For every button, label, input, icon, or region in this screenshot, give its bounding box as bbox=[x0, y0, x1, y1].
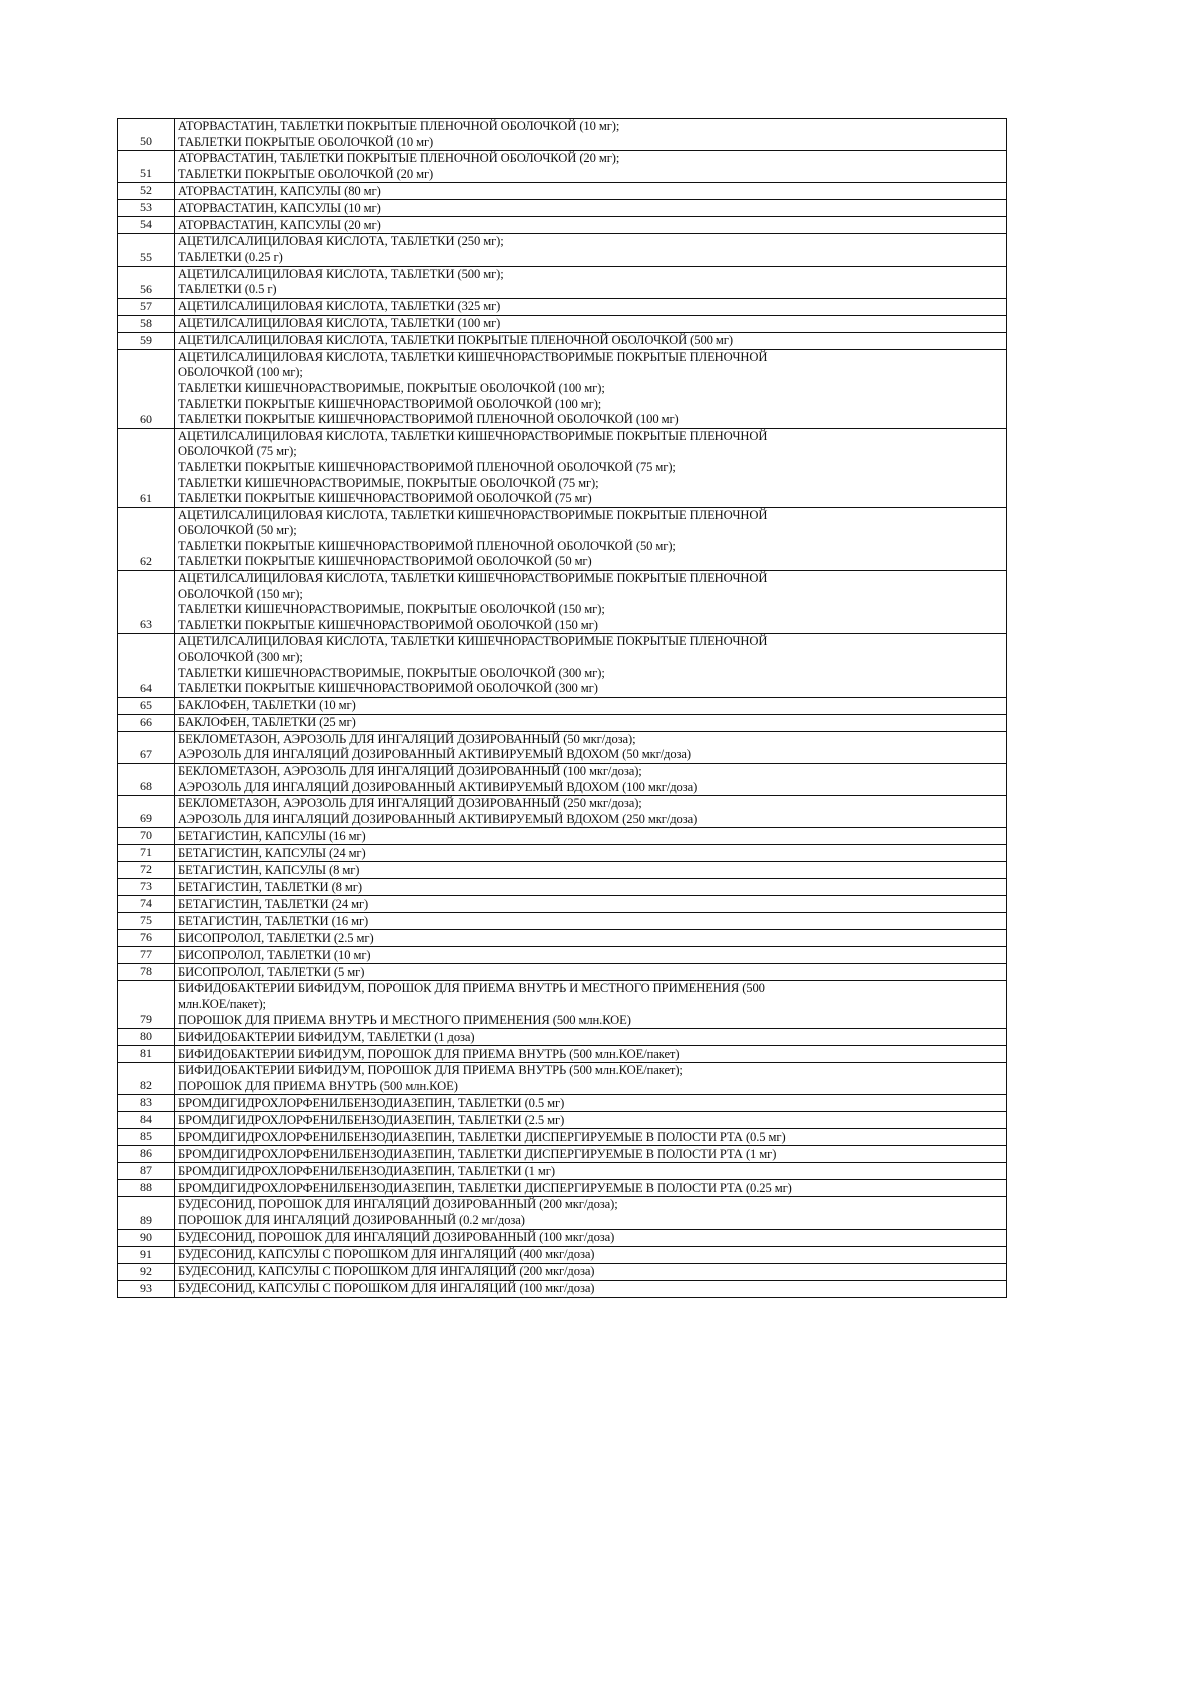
table-row bbox=[118, 571, 1007, 634]
table-row bbox=[118, 714, 1007, 731]
description-line: БРОМДИГИДРОХЛОРФЕНИЛБЕНЗОДИАЗЕПИН, ТАБЛЕТКИ ДИСПЕРГИРУЕМЫЕ В ПОЛОСТИ РТА (0.5 мг) bbox=[178, 1129, 786, 1144]
row-number: 55 bbox=[118, 234, 175, 266]
row-number: 86 bbox=[118, 1146, 175, 1163]
row-description bbox=[175, 298, 1007, 315]
table-row bbox=[118, 1229, 1007, 1246]
description-line: БАКЛОФЕН, ТАБЛЕТКИ (10 мг) bbox=[178, 698, 356, 713]
row-number: 52 bbox=[118, 183, 175, 200]
row-number: 64 bbox=[118, 634, 175, 697]
row-number: 67 bbox=[118, 731, 175, 763]
description-line: БЕТАГИСТИН, ТАБЛЕТКИ (16 мг) bbox=[178, 913, 369, 928]
description-line: ТАБЛЕТКИ ПОКРЫТЫЕ КИШЕЧНОРАСТВОРИМОЙ ОБОЛОЧКОЙ (75 мг) bbox=[178, 491, 592, 506]
row-number: 72 bbox=[118, 862, 175, 879]
table-row bbox=[118, 981, 1007, 1029]
row-description bbox=[175, 896, 1007, 913]
table-row bbox=[118, 1063, 1007, 1095]
description-line: ТАБЛЕТКИ КИШЕЧНОРАСТВОРИМЫЕ, ПОКРЫТЫЕ ОБОЛОЧКОЙ (150 мг); bbox=[178, 602, 605, 617]
description-line: БЕТАГИСТИН, КАПСУЛЫ (16 мг) bbox=[178, 828, 366, 843]
table-row bbox=[118, 349, 1007, 428]
row-description bbox=[175, 1095, 1007, 1112]
table-row bbox=[118, 217, 1007, 234]
row-number: 83 bbox=[118, 1095, 175, 1112]
row-number: 84 bbox=[118, 1112, 175, 1129]
row-number: 89 bbox=[118, 1197, 175, 1229]
description-line: БРОМДИГИДРОХЛОРФЕНИЛБЕНЗОДИАЗЕПИН, ТАБЛЕТКИ ДИСПЕРГИРУЕМЫЕ В ПОЛОСТИ РТА (0.25 мг) bbox=[178, 1180, 792, 1195]
table-row bbox=[118, 1246, 1007, 1263]
row-number: 73 bbox=[118, 879, 175, 896]
row-number: 69 bbox=[118, 796, 175, 828]
row-number: 85 bbox=[118, 1129, 175, 1146]
row-number: 61 bbox=[118, 428, 175, 507]
row-description bbox=[175, 964, 1007, 981]
description-line: ТАБЛЕТКИ ПОКРЫТЫЕ КИШЕЧНОРАСТВОРИМОЙ ПЛЕНОЧНОЙ ОБОЛОЧКОЙ (50 мг); bbox=[178, 538, 676, 553]
row-description bbox=[175, 1129, 1007, 1146]
row-number: 90 bbox=[118, 1229, 175, 1246]
table-row bbox=[118, 697, 1007, 714]
description-line: БУДЕСОНИД, КАПСУЛЫ С ПОРОШКОМ ДЛЯ ИНГАЛЯЦИЙ (200 мкг/доза) bbox=[178, 1263, 595, 1278]
row-description bbox=[175, 1246, 1007, 1263]
row-number: 77 bbox=[118, 947, 175, 964]
table-row bbox=[118, 1180, 1007, 1197]
row-number: 53 bbox=[118, 200, 175, 217]
description-line: АЦЕТИЛСАЛИЦИЛОВАЯ КИСЛОТА, ТАБЛЕТКИ ПОКРЫТЫЕ ПЛЕНОЧНОЙ ОБОЛОЧКОЙ (500 мг) bbox=[178, 333, 733, 348]
description-line: ТАБЛЕТКИ КИШЕЧНОРАСТВОРИМЫЕ, ПОКРЫТЫЕ ОБОЛОЧКОЙ (75 мг); bbox=[178, 475, 599, 490]
table-row bbox=[118, 200, 1007, 217]
description-line: ТАБЛЕТКИ ПОКРЫТЫЕ КИШЕЧНОРАСТВОРИМОЙ ОБОЛОЧКОЙ (100 мг); bbox=[178, 396, 602, 411]
row-description bbox=[175, 1046, 1007, 1063]
description-line: ОБОЛОЧКОЙ (150 мг); bbox=[178, 586, 303, 601]
description-line: АЦЕТИЛСАЛИЦИЛОВАЯ КИСЛОТА, ТАБЛЕТКИ КИШЕЧНОРАСТВОРИМЫЕ ПОКРЫТЫЕ ПЛЕНОЧНОЙ bbox=[178, 634, 768, 649]
row-description bbox=[175, 731, 1007, 763]
row-description bbox=[175, 1063, 1007, 1095]
row-description bbox=[175, 119, 1007, 151]
row-description bbox=[175, 1280, 1007, 1297]
row-number: 81 bbox=[118, 1046, 175, 1063]
row-number: 75 bbox=[118, 913, 175, 930]
description-line: БИФИДОБАКТЕРИИ БИФИДУМ, ПОРОШОК ДЛЯ ПРИЕМА ВНУТРЬ И МЕСТНОГО ПРИМЕНЕНИЯ (500 bbox=[178, 981, 765, 996]
row-number: 79 bbox=[118, 981, 175, 1029]
description-line: БРОМДИГИДРОХЛОРФЕНИЛБЕНЗОДИАЗЕПИН, ТАБЛЕТКИ (2.5 мг) bbox=[178, 1112, 565, 1127]
description-line: млн.КОЕ/пакет); bbox=[178, 996, 266, 1011]
row-description bbox=[175, 571, 1007, 634]
row-description bbox=[175, 200, 1007, 217]
row-description bbox=[175, 714, 1007, 731]
row-number: 68 bbox=[118, 764, 175, 796]
table-row bbox=[118, 896, 1007, 913]
description-line: БИФИДОБАКТЕРИИ БИФИДУМ, ПОРОШОК ДЛЯ ПРИЕМА ВНУТРЬ (500 млн.КОЕ/пакет); bbox=[178, 1063, 683, 1078]
row-number: 65 bbox=[118, 697, 175, 714]
description-line: БИСОПРОЛОЛ, ТАБЛЕТКИ (5 мг) bbox=[178, 964, 365, 979]
description-line: БУДЕСОНИД, КАПСУЛЫ С ПОРОШКОМ ДЛЯ ИНГАЛЯЦИЙ (400 мкг/доза) bbox=[178, 1246, 595, 1261]
description-line: ТАБЛЕТКИ (0.25 г) bbox=[178, 249, 283, 264]
description-line: АТОРВАСТАТИН, КАПСУЛЫ (20 мг) bbox=[178, 217, 381, 232]
row-number: 88 bbox=[118, 1180, 175, 1197]
table-row bbox=[118, 1112, 1007, 1129]
description-line: АЭРОЗОЛЬ ДЛЯ ИНГАЛЯЦИЙ ДОЗИРОВАННЫЙ АКТИВИРУЕМЫЙ ВДОХОМ (100 мкг/доза) bbox=[178, 779, 698, 794]
table-row bbox=[118, 947, 1007, 964]
table-row bbox=[118, 964, 1007, 981]
description-line: БИСОПРОЛОЛ, ТАБЛЕТКИ (2.5 мг) bbox=[178, 930, 374, 945]
description-line: ОБОЛОЧКОЙ (50 мг); bbox=[178, 523, 297, 538]
row-number: 51 bbox=[118, 151, 175, 183]
description-line: АТОРВАСТАТИН, ТАБЛЕТКИ ПОКРЫТЫЕ ПЛЕНОЧНОЙ ОБОЛОЧКОЙ (10 мг); bbox=[178, 119, 620, 133]
description-line: БУДЕСОНИД, КАПСУЛЫ С ПОРОШКОМ ДЛЯ ИНГАЛЯЦИЙ (100 мкг/доза) bbox=[178, 1280, 595, 1295]
row-description bbox=[175, 862, 1007, 879]
description-line: АЦЕТИЛСАЛИЦИЛОВАЯ КИСЛОТА, ТАБЛЕТКИ КИШЕЧНОРАСТВОРИМЫЕ ПОКРЫТЫЕ ПЛЕНОЧНОЙ bbox=[178, 349, 768, 364]
table-row bbox=[118, 1280, 1007, 1297]
description-line: АЦЕТИЛСАЛИЦИЛОВАЯ КИСЛОТА, ТАБЛЕТКИ (325 мг) bbox=[178, 299, 501, 314]
table-row bbox=[118, 1029, 1007, 1046]
row-description bbox=[175, 845, 1007, 862]
description-line: БЕКЛОМЕТАЗОН, АЭРОЗОЛЬ ДЛЯ ИНГАЛЯЦИЙ ДОЗИРОВАННЫЙ (100 мкг/доза); bbox=[178, 764, 642, 778]
table-row bbox=[118, 828, 1007, 845]
description-line: ТАБЛЕТКИ ПОКРЫТЫЕ КИШЕЧНОРАСТВОРИМОЙ ОБОЛОЧКОЙ (50 мг) bbox=[178, 554, 592, 569]
table-row bbox=[118, 428, 1007, 507]
description-line: ТАБЛЕТКИ (0.5 г) bbox=[178, 282, 277, 297]
table-row bbox=[118, 764, 1007, 796]
table-row bbox=[118, 1146, 1007, 1163]
description-line: БУДЕСОНИД, ПОРОШОК ДЛЯ ИНГАЛЯЦИЙ ДОЗИРОВАННЫЙ (200 мкг/доза); bbox=[178, 1197, 618, 1212]
description-line: АЦЕТИЛСАЛИЦИЛОВАЯ КИСЛОТА, ТАБЛЕТКИ КИШЕЧНОРАСТВОРИМЫЕ ПОКРЫТЫЕ ПЛЕНОЧНОЙ bbox=[178, 428, 768, 443]
medication-table bbox=[117, 118, 1007, 1298]
table-body bbox=[118, 119, 1007, 1298]
description-line: АТОРВАСТАТИН, КАПСУЛЫ (80 мг) bbox=[178, 183, 381, 198]
row-number: 82 bbox=[118, 1063, 175, 1095]
description-line: АТОРВАСТАТИН, ТАБЛЕТКИ ПОКРЫТЫЕ ПЛЕНОЧНОЙ ОБОЛОЧКОЙ (20 мг); bbox=[178, 151, 620, 166]
description-line: АЦЕТИЛСАЛИЦИЛОВАЯ КИСЛОТА, ТАБЛЕТКИ (250 мг); bbox=[178, 234, 504, 249]
row-number: 71 bbox=[118, 845, 175, 862]
description-line: БЕКЛОМЕТАЗОН, АЭРОЗОЛЬ ДЛЯ ИНГАЛЯЦИЙ ДОЗИРОВАННЫЙ (250 мкг/доза); bbox=[178, 796, 642, 811]
row-description bbox=[175, 796, 1007, 828]
row-description bbox=[175, 183, 1007, 200]
row-number: 92 bbox=[118, 1263, 175, 1280]
row-number: 93 bbox=[118, 1280, 175, 1297]
description-line: ПОРОШОК ДЛЯ ПРИЕМА ВНУТРЬ (500 млн.КОЕ) bbox=[178, 1078, 458, 1093]
row-description bbox=[175, 1163, 1007, 1180]
description-line: ОБОЛОЧКОЙ (75 мг); bbox=[178, 444, 297, 459]
row-number: 80 bbox=[118, 1029, 175, 1046]
row-description bbox=[175, 981, 1007, 1029]
row-description bbox=[175, 930, 1007, 947]
row-description bbox=[175, 151, 1007, 183]
description-line: ТАБЛЕТКИ ПОКРЫТЫЕ КИШЕЧНОРАСТВОРИМОЙ ПЛЕНОЧНОЙ ОБОЛОЧКОЙ (75 мг); bbox=[178, 459, 676, 474]
description-line: АЭРОЗОЛЬ ДЛЯ ИНГАЛЯЦИЙ ДОЗИРОВАННЫЙ АКТИВИРУЕМЫЙ ВДОХОМ (250 мкг/доза) bbox=[178, 811, 698, 826]
description-line: БЕТАГИСТИН, КАПСУЛЫ (24 мг) bbox=[178, 845, 366, 860]
row-number: 54 bbox=[118, 217, 175, 234]
table-row bbox=[118, 507, 1007, 570]
table-row bbox=[118, 862, 1007, 879]
row-description bbox=[175, 1180, 1007, 1197]
description-line: АЦЕТИЛСАЛИЦИЛОВАЯ КИСЛОТА, ТАБЛЕТКИ КИШЕЧНОРАСТВОРИМЫЕ ПОКРЫТЫЕ ПЛЕНОЧНОЙ bbox=[178, 507, 768, 522]
description-line: ТАБЛЕТКИ ПОКРЫТЫЕ ОБОЛОЧКОЙ (10 мг) bbox=[178, 134, 434, 149]
row-number: 87 bbox=[118, 1163, 175, 1180]
description-line: ТАБЛЕТКИ ПОКРЫТЫЕ КИШЕЧНОРАСТВОРИМОЙ ПЛЕНОЧНОЙ ОБОЛОЧКОЙ (100 мг) bbox=[178, 412, 679, 427]
description-line: БРОМДИГИДРОХЛОРФЕНИЛБЕНЗОДИАЗЕПИН, ТАБЛЕТКИ ДИСПЕРГИРУЕМЫЕ В ПОЛОСТИ РТА (1 мг) bbox=[178, 1146, 777, 1161]
table-row bbox=[118, 266, 1007, 298]
row-description bbox=[175, 1229, 1007, 1246]
description-line: ПОРОШОК ДЛЯ ИНГАЛЯЦИЙ ДОЗИРОВАННЫЙ (0.2 мг/доза) bbox=[178, 1212, 525, 1227]
row-description bbox=[175, 913, 1007, 930]
row-description bbox=[175, 507, 1007, 570]
row-number: 70 bbox=[118, 828, 175, 845]
row-description bbox=[175, 1197, 1007, 1229]
description-line: БЕТАГИСТИН, КАПСУЛЫ (8 мг) bbox=[178, 862, 360, 877]
table-row bbox=[118, 234, 1007, 266]
row-number: 78 bbox=[118, 964, 175, 981]
table-row bbox=[118, 731, 1007, 763]
description-line: БЕТАГИСТИН, ТАБЛЕТКИ (8 мг) bbox=[178, 879, 362, 894]
description-line: АЭРОЗОЛЬ ДЛЯ ИНГАЛЯЦИЙ ДОЗИРОВАННЫЙ АКТИВИРУЕМЫЙ ВДОХОМ (50 мкг/доза) bbox=[178, 747, 692, 762]
table-row bbox=[118, 332, 1007, 349]
description-line: АТОРВАСТАТИН, КАПСУЛЫ (10 мг) bbox=[178, 200, 381, 215]
description-line: БИСОПРОЛОЛ, ТАБЛЕТКИ (10 мг) bbox=[178, 947, 371, 962]
table-row bbox=[118, 1197, 1007, 1229]
description-line: БУДЕСОНИД, ПОРОШОК ДЛЯ ИНГАЛЯЦИЙ ДОЗИРОВАННЫЙ (100 мкг/доза) bbox=[178, 1229, 615, 1244]
table-row bbox=[118, 879, 1007, 896]
description-line: ОБОЛОЧКОЙ (100 мг); bbox=[178, 365, 303, 380]
table-row bbox=[118, 1263, 1007, 1280]
row-description bbox=[175, 634, 1007, 697]
row-description bbox=[175, 428, 1007, 507]
table-row bbox=[118, 298, 1007, 315]
row-description bbox=[175, 1263, 1007, 1280]
table-row bbox=[118, 845, 1007, 862]
table-row bbox=[118, 913, 1007, 930]
description-line: БАКЛОФЕН, ТАБЛЕТКИ (25 мг) bbox=[178, 715, 356, 730]
row-description bbox=[175, 1146, 1007, 1163]
row-number: 58 bbox=[118, 315, 175, 332]
description-line: БРОМДИГИДРОХЛОРФЕНИЛБЕНЗОДИАЗЕПИН, ТАБЛЕТКИ (1 мг) bbox=[178, 1163, 555, 1178]
row-number: 66 bbox=[118, 714, 175, 731]
row-number: 74 bbox=[118, 896, 175, 913]
description-line: ТАБЛЕТКИ КИШЕЧНОРАСТВОРИМЫЕ, ПОКРЫТЫЕ ОБОЛОЧКОЙ (100 мг); bbox=[178, 380, 605, 395]
description-line: ОБОЛОЧКОЙ (300 мг); bbox=[178, 650, 303, 665]
table-row bbox=[118, 183, 1007, 200]
table-row bbox=[118, 634, 1007, 697]
description-line: БРОМДИГИДРОХЛОРФЕНИЛБЕНЗОДИАЗЕПИН, ТАБЛЕТКИ (0.5 мг) bbox=[178, 1095, 565, 1110]
table-row bbox=[118, 119, 1007, 151]
row-description bbox=[175, 697, 1007, 714]
description-line: БЕТАГИСТИН, ТАБЛЕТКИ (24 мг) bbox=[178, 896, 369, 911]
table-row bbox=[118, 1163, 1007, 1180]
table-row bbox=[118, 930, 1007, 947]
row-number: 60 bbox=[118, 349, 175, 428]
row-description bbox=[175, 1029, 1007, 1046]
row-number: 50 bbox=[118, 119, 175, 151]
row-description bbox=[175, 1112, 1007, 1129]
description-line: АЦЕТИЛСАЛИЦИЛОВАЯ КИСЛОТА, ТАБЛЕТКИ КИШЕЧНОРАСТВОРИМЫЕ ПОКРЫТЫЕ ПЛЕНОЧНОЙ bbox=[178, 571, 768, 586]
row-number: 59 bbox=[118, 332, 175, 349]
description-line: ТАБЛЕТКИ КИШЕЧНОРАСТВОРИМЫЕ, ПОКРЫТЫЕ ОБОЛОЧКОЙ (300 мг); bbox=[178, 665, 605, 680]
description-line: БИФИДОБАКТЕРИИ БИФИДУМ, ТАБЛЕТКИ (1 доза) bbox=[178, 1029, 475, 1044]
row-description bbox=[175, 315, 1007, 332]
description-line: ПОРОШОК ДЛЯ ПРИЕМА ВНУТРЬ И МЕСТНОГО ПРИМЕНЕНИЯ (500 млн.КОЕ) bbox=[178, 1012, 631, 1027]
description-line: АЦЕТИЛСАЛИЦИЛОВАЯ КИСЛОТА, ТАБЛЕТКИ (500 мг); bbox=[178, 266, 504, 281]
document-page bbox=[117, 118, 1006, 1298]
row-number: 63 bbox=[118, 571, 175, 634]
row-description bbox=[175, 217, 1007, 234]
table-row bbox=[118, 151, 1007, 183]
row-description bbox=[175, 828, 1007, 845]
row-description bbox=[175, 349, 1007, 428]
row-description bbox=[175, 879, 1007, 896]
table-row bbox=[118, 796, 1007, 828]
row-number: 76 bbox=[118, 930, 175, 947]
row-number: 91 bbox=[118, 1246, 175, 1263]
row-description bbox=[175, 947, 1007, 964]
table-row bbox=[118, 1129, 1007, 1146]
description-line: АЦЕТИЛСАЛИЦИЛОВАЯ КИСЛОТА, ТАБЛЕТКИ (100 мг) bbox=[178, 316, 501, 331]
row-description bbox=[175, 332, 1007, 349]
description-line: БИФИДОБАКТЕРИИ БИФИДУМ, ПОРОШОК ДЛЯ ПРИЕМА ВНУТРЬ (500 млн.КОЕ/пакет) bbox=[178, 1046, 680, 1061]
row-number: 57 bbox=[118, 298, 175, 315]
table-row bbox=[118, 315, 1007, 332]
description-line: ТАБЛЕТКИ ПОКРЫТЫЕ ОБОЛОЧКОЙ (20 мг) bbox=[178, 166, 434, 181]
row-number: 56 bbox=[118, 266, 175, 298]
table-row bbox=[118, 1095, 1007, 1112]
description-line: ТАБЛЕТКИ ПОКРЫТЫЕ КИШЕЧНОРАСТВОРИМОЙ ОБОЛОЧКОЙ (300 мг) bbox=[178, 681, 598, 696]
description-line: БЕКЛОМЕТАЗОН, АЭРОЗОЛЬ ДЛЯ ИНГАЛЯЦИЙ ДОЗИРОВАННЫЙ (50 мкг/доза); bbox=[178, 731, 636, 746]
row-number: 62 bbox=[118, 507, 175, 570]
row-description bbox=[175, 764, 1007, 796]
table-row bbox=[118, 1046, 1007, 1063]
row-description bbox=[175, 266, 1007, 298]
row-description bbox=[175, 234, 1007, 266]
description-line: ТАБЛЕТКИ ПОКРЫТЫЕ КИШЕЧНОРАСТВОРИМОЙ ОБОЛОЧКОЙ (150 мг) bbox=[178, 617, 598, 632]
